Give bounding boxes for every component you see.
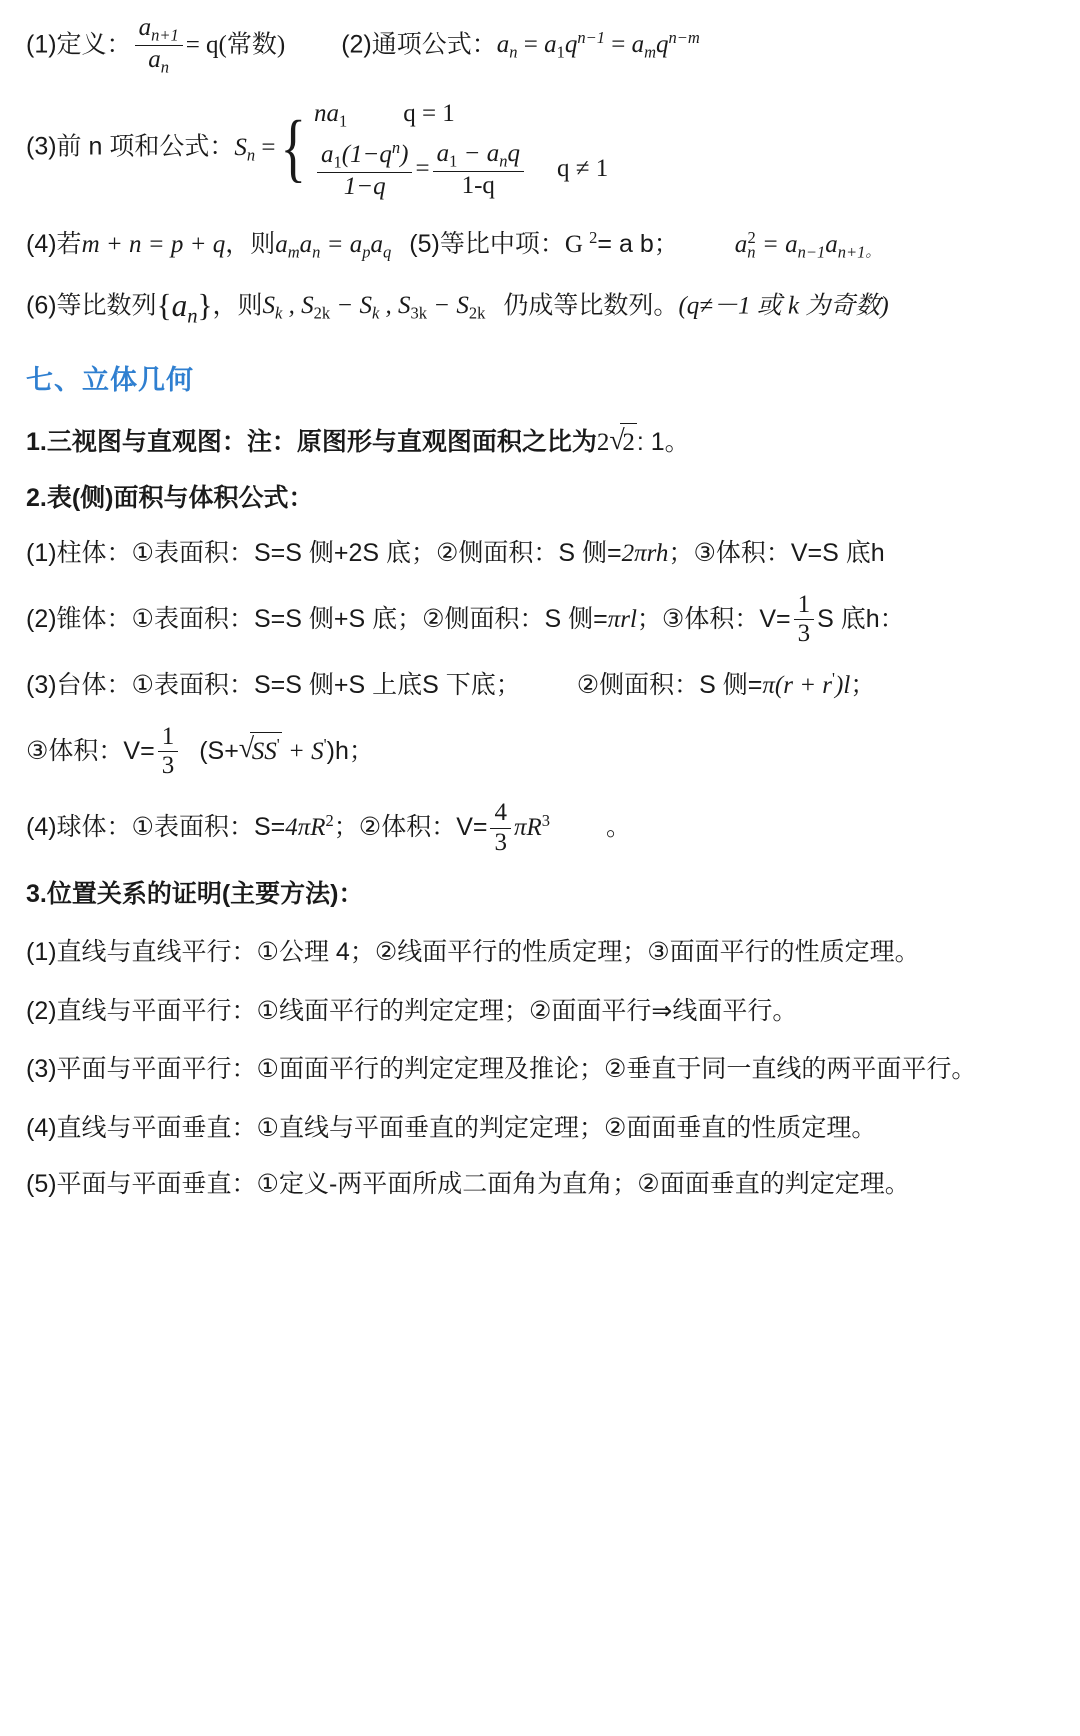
frustum-volume-label: ③体积：V= [26,736,155,765]
sum-formula-label: (3)前 n 项和公式： [26,133,235,162]
sphere-area-formula: $4\pi R^2$ [285,811,334,842]
frustum-lateral-label: ②侧面积：S 侧= [576,671,763,700]
subsection-position-relations: 3.位置关系的证明(主要方法)： [26,879,364,908]
sum-symbol: $S_n$ = [234,134,276,165]
formula-frustum [26,667,1054,705]
subsection-three-views [26,423,1054,462]
piecewise-block: { $na_1$ q = 1 $\frac{a_1(1-q^n)}{1-q}$ = $\frac{a_1 - a_nq}{1-q}$ q ≠ 1 [280,100,609,200]
frustum-text: (3)台体：①表面积：S=S 侧+S 上底S 下底； [26,671,521,700]
sphere-mid: ；②体积：V= [333,813,488,842]
rule-line-line-plane-perpendicular: (4)直线与平面垂直：①直线与平面垂直的判定定理；②面面垂直的性质定理。 [26,1114,877,1143]
geometric-mean-formula: G $^2$ [564,227,598,258]
formula-cone [26,591,1054,650]
ratio-equation: = q(常数) [185,31,286,59]
geometric-mean-label: (5)等比中项： [409,229,565,258]
partial-sums: $S_k$ , $S_{2k} - S_k$ , $S_{3k} - S_{2k}$ [262,292,486,323]
rule-line-plane-plane-parallel: (3)平面与平面平行：①面面平行的判定定理及推论；②垂直于同一直线的两平面平行。 [26,1055,977,1084]
general-term-formula: $a_n = a_1q^{n-1} = a_mq^{n-m}$ [496,28,700,62]
one-third-fraction: $\frac{1}{3}$ [794,591,815,650]
section-heading-solid-geometry: 七、立体几何 [26,365,194,396]
cone-text: (2)锥体：①表面积：S=S 侧+S 底；②侧面积：S 侧= [26,604,608,633]
formula-line-property [26,226,1054,265]
frustum-lateral-formula: π(r + r')l [762,669,851,700]
subsequence-conclusion: 仍成等比数列。 [503,291,679,320]
geometric-mean-tail: = a b； [597,229,679,258]
property-label-4: (4)若 [26,229,82,258]
sphere-text: (4)球体：①表面积：S= [26,813,286,842]
product-equation: $a_ma_n = a_pa_q$ [275,230,392,261]
cone-lateral-formula: πrl [607,605,637,633]
subsequence-then: ，则 [212,291,263,320]
rule-line-parallel-lines: (1)直线与直线平行：①公理 4；②线面平行的性质定理；③面面平行的性质定理。 [26,938,920,967]
frustum-volume-open: (S+ [199,736,239,765]
frustum-volume-tail: )h； [326,736,374,765]
formula-sphere [26,799,1054,858]
prism-text: (1)柱体：①表面积：S=S 侧+2S 底；②侧面积：S 侧= [26,539,622,568]
brace-icon: { [280,106,307,191]
formula-line-sum [26,95,1054,201]
index-equation: m + n = p + q [81,230,226,258]
frustum-volume-root: √ SS' + S' [239,738,327,765]
ratio-tail: : 1。 [636,428,690,457]
rule-line-plane-plane-perpendicular: (5)平面与平面垂直：①定义-两平面所成二面角为直角；②面面垂直的判定定理。 [26,1169,910,1198]
formula-line-definition [26,14,1054,77]
prism-lateral-formula: 2πrh [621,540,669,568]
four-thirds-fraction: $\frac{4}{3}$ [490,799,511,858]
ratio-fraction: $\frac{a_{n+1}}{a_n}$ [135,14,183,77]
formula-line-subsequence [26,283,1054,333]
frustum-tail: ； [850,671,876,700]
subsection-area-volume: 2.表(侧)面积与体积公式： [26,483,314,512]
property-then: ，则 [225,229,276,258]
subsequence-label: (6)等比数列 [26,291,157,320]
subsequence-condition: (q≠－1 或 k 为奇数) [678,292,889,320]
cone-tail: S 底h： [817,604,905,633]
three-views-text: 1.三视图与直观图：注：原图形与直观图面积之比为 [26,428,597,457]
case-q-not-1: q ≠ 1 [556,155,609,183]
sequence-set: $\{a_n\}$ [156,287,213,328]
ratio-value: 2 √ 2 [597,429,637,456]
rule-line-line-plane-parallel: (2)直线与平面平行：①线面平行的判定定理；②面面平行⇒线面平行。 [26,996,798,1025]
formula-frustum-volume [26,723,1054,782]
case-q-equals-1: q = 1 [403,100,455,128]
sphere-volume-formula: $\pi R^3$ [513,811,551,842]
formula-prism [26,535,1054,573]
one-third-fraction-2: $\frac{1}{3}$ [158,723,179,782]
mean-square-equation: $a_n^2 = a_{n-1}a_{n+1}$。 [734,227,881,261]
general-term-label: (2)通项公式： [341,30,497,59]
definition-label: (1)定义： [26,30,132,59]
cone-mid: ；③体积：V= [636,604,791,633]
sphere-tail: 。 [606,813,632,842]
prism-tail: ；③体积：V=S 底h [668,539,885,568]
